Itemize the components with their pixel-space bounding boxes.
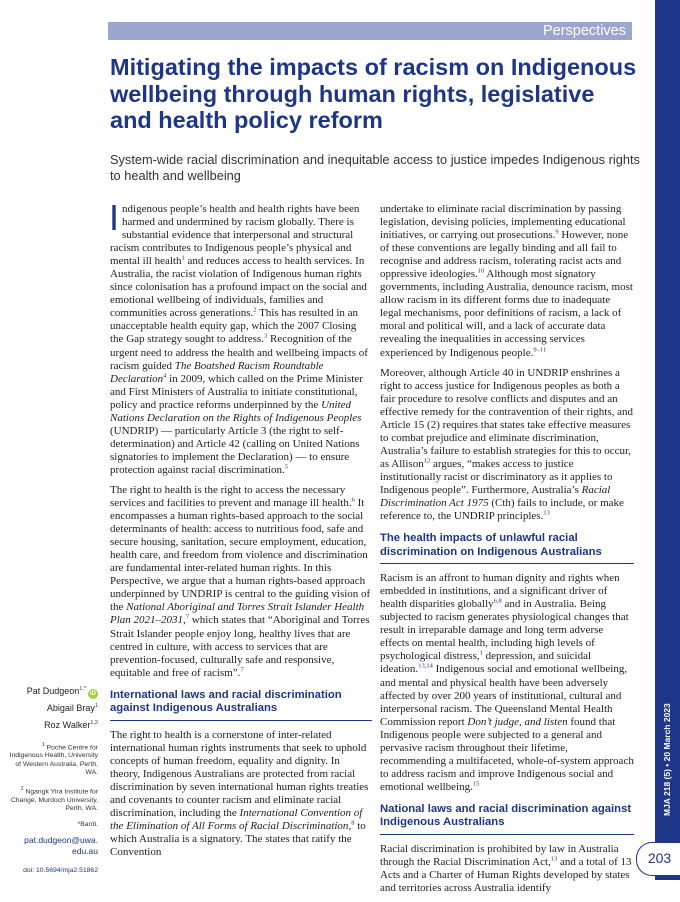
author-name: Abigail Bray$^1$ — [46, 703, 98, 713]
article-title: Mitigating the impacts of racism on Indigenous wellbeing through human rights, legislative and health policy reform — [110, 54, 637, 133]
body-paragraph: undertake to eliminate racial discrimination by passing legislation, devising policies, implementing educational initiatives, or carrying out prosecutions.$^9$ However, none of these conventions are legally binding and all fail to recognise and address racism, tolerating racist acts and oppressive ideologies.$^{10}$ Although most signatory governments, including Australia, denounce racism, most allow racism in its different forms due to inadequate legal mechanisms, poor definitions of racism, a lack of moral and political will, and a lack of accurate data revealing the inequalities in accessing services experienced by Indigenous people.$^{9-11}$ — [380, 203, 633, 359]
body-paragraph: The right to health is a cornerstone of inter-related international human rights instruments that seek to uphold concepts of human freedom, equality and dignity. In theory, Indigenous Australians are protected from racial discrimination by seven international human rights treaties and covenants to counter racism and eliminate racial discrimination, including the International Convention of the Elimination of All Forms of Racial Discrimination,$^8$ to which Australia is a signatory. The states that ratify the Convention — [110, 728, 369, 859]
section-heading: The health impacts of unlawful racial discrimination on Indigenous Australians — [380, 532, 634, 564]
body-paragraph: Indigenous people’s health and health rights have been harmed and undermined by racism globally. There is substantial evidence that interpersonal and structural racism contributes to Indigenous people’s physical and mental ill health$^1$ and reduces access to health services. In Australia, the racist violation of Indigenous human rights since colonisation has a profound impact on the social and emotional wellbeing of individuals, families and communities across generations.$^2$ This has resulted in an unacceptable health equity gap, which the 2007 Closing the Gap strategy sought to address.$^3$ Recognition of the urgent need to address the health and wellbeing impacts of racism guided The Boatshed Racism Roundtable Declaration$^4$ in 2009, which called on the Prime Minister and First Ministers of Australia to initiate constitutional, policy and practice reforms underpinned by the United Nations Declaration on the Rights of Indigenous Peoples (UNDRIP) — particularly Article 3 (the right to self-determination) and Article 42 (calling on United Nations signatories to implement the Declaration) — to ensure protection against racial discrimination.$^5$ — [109, 197, 368, 476]
page-number: 203 — [636, 842, 680, 876]
body-column-left — [109, 197, 372, 866]
affiliation: $^2$ Ngangk Yira Institute for Change, Murdoch University, Perth, WA. — [10, 786, 98, 812]
section-heading: International laws and racial discrimination against Indigenous Australians — [110, 689, 372, 721]
author-email-link[interactable]: pat.dudgeon@uwa. edu.au — [24, 834, 98, 856]
body-paragraph: Moreover, although Article 40 in UNDRIP enshrines a right to access justice for Indigenous peoples as both a fair procedure to resolve conflicts and disputes and an effective remedy for the contravention of their rights, and Article 15 (2) requires that states take effective measures to combat prejudice and eliminate discrimination, Australia’s failure to establish strategies for this to occur, as Allison$^{12}$ argues, “makes access to justice institutionally racist or discriminatory as it applies to Indigenous people”. Furthermore, Australia’s Racial Discrimination Act 1975 (Cth) fails to include, or make reference to, the UNDRIP principles.$^{13}$ — [380, 366, 634, 523]
author-name: Pat Dudgeon$^{1,*}$iD — [26, 686, 96, 697]
corresponding-note: *Bardi. — [77, 820, 98, 828]
affiliation: $^1$ Poche Centre for Indigenous Health, University of Western Australia, Perth, WA. — [9, 742, 98, 776]
orcid-icon[interactable]: iD — [90, 691, 96, 697]
body-paragraph: Racial discrimination is prohibited by law in Australia through the Racial Discrimination Act,$^{13}$ and a total of 13 Acts and a Charter of Human Rights developed by states and territories across Australia identify — [380, 842, 632, 895]
doi-link[interactable]: doi: 10.5694/mja2.51862 — [23, 866, 98, 874]
section-banner — [108, 22, 632, 40]
article-subtitle: System-wide racial discrimination and inequitable access to justice impedes Indigenous rights to health and wellbeing — [110, 152, 640, 183]
body-paragraph: Racism is an affront to human dignity and rights when embedded in institutions, and a significant driver of health disparities globally$^{6,8}$ and in Australia. Being subjected to racism generates physiological changes that result in irreparable damage and long term adverse effects on mental health, including high levels of psychological distress,$^1$ depression, and suicidal ideation.$^{13,14}$ Indigenous social and emotional wellbeing, and mental and physical health have been adversely affected by over 200 years of institutional, cultural and interpersonal racism. The Queensland Mental Health Commission report Don’t judge, and listen found that Indigenous people were subjected to a general and pervasive racism throughout their lifetime, recommending a multifaceted, whole-of-system approach to address racism and improve Indigenous social and emotional wellbeing.$^{15}$ — [380, 572, 634, 793]
author-block — [8, 682, 98, 875]
issue-text: MJA 218 (5) • 20 March 2023 — [662, 703, 672, 816]
journal-issue-info — [659, 688, 675, 818]
author-name: Roz Walker$^{1,2}$ — [44, 720, 98, 730]
body-column-right — [380, 203, 634, 902]
section-label: Perspectives — [542, 23, 626, 39]
section-heading: National laws and racial discrimination against Indigenous Australians — [380, 803, 634, 835]
body-paragraph: The right to health is the right to access the necessary services and facilities to prevent and manage ill health.$^6$ It encompasses a human rights-based approach to the social determinants of health: access to nutritious food, safe and secure housing, sanitation, secure employment, education, health care, and freedom from violence and discrimination are fundamental inter-related human rights. In this Perspective, we argue that a human rights-based approach underpinned by UNDRIP is central to the guiding vision of the National Aboriginal and Torres Strait Islander Health Plan 2021–2031,$^7$ which states that “Aboriginal and Torres Strait Islander people enjoy long, healthy lives that are centred in culture, with access to services that are prevention-focused, culturally safe and responsive, equitable and free of racism”.$^7$ — [110, 483, 371, 679]
drop-cap: I — [109, 197, 120, 238]
